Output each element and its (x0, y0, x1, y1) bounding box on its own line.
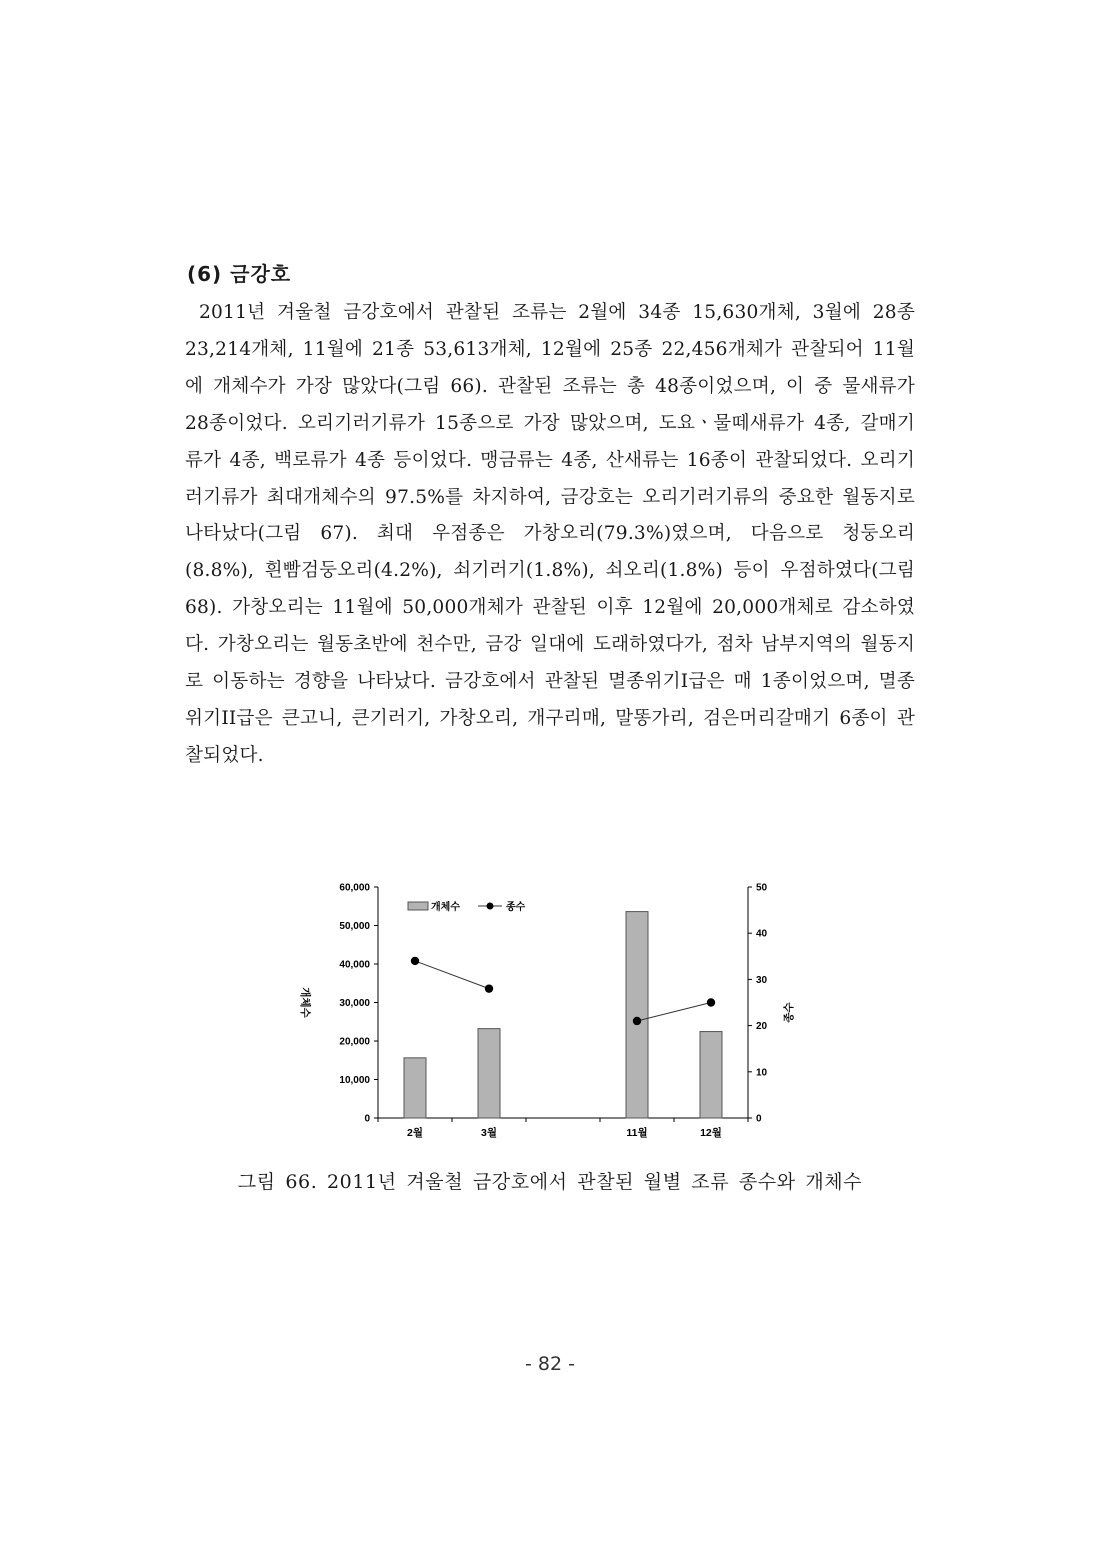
species-line-segment (415, 961, 489, 989)
left-tick-label: 0 (364, 1113, 370, 1125)
x-tick-label: 2월 (407, 1127, 423, 1139)
legend-bar-swatch (408, 902, 428, 910)
species-point-11월 (633, 1017, 641, 1025)
species-point-2월 (411, 957, 419, 965)
legend-line-label: 종수 (506, 902, 526, 913)
bar-12월 (700, 1032, 722, 1118)
combo-chart-svg (280, 872, 820, 1152)
bird-chart (280, 872, 820, 1152)
left-tick-label: 40,000 (339, 959, 370, 971)
section-heading: (6) 금강호 (187, 262, 292, 286)
left-tick-label: 20,000 (339, 1036, 370, 1048)
left-tick-label: 30,000 (339, 998, 370, 1009)
bar-3월 (478, 1029, 500, 1118)
legend-line-marker (487, 903, 494, 910)
page-number: - 82 - (525, 1353, 575, 1375)
left-tick-label: 60,000 (339, 882, 370, 894)
body-paragraph: 2011년 겨울철 금강호에서 관찰된 조류는 2월에 34종 15,630개체, 3월에 28종 23,214개체, 11월에 21종 53,613개체, 12월에 25종 22,456개체가 관찰되어 11월에 개체수가 가장 많았다(그림 66). 관찰된 조류는 총 48종이었으며, 이 중 물새류가 28종이었다. 오리기러기류가 15종으로 가장 많았으며, 도요ㆍ물떼새류가 4종, 갈매기류가 4종, 백로류가 4종 등이었다. 맹금류는 4종, 산새류는 16종이 관찰되었다. 오리기러기류가 최대개체수의 97.5%를 차지하여, 금강호는 오리기러기류의 중요한 월동지로 나타났다(그림 67). 최대 우점종은 가창오리(79.3%)였으며, 다음으로 청둥오리(8.8%), 흰빰검둥오리(4.2%), 쇠기러기(1.8%), 쇠오리(1.8%) 등이 우점하였다(그림 68). 가창오리는 11월에 50,000개체가 관찰된 이후 12월에 20,000개체로 감소하였다. 가창오리는 월동초반에 천수만, 금강 일대에 도래하였다가, 점차 남부지역의 월동지로 이동하는 경향을 나타났다. 금강호에서 관찰된 멸종위기I급은 매 1종이었으며, 멸종위기II급은 큰고니, 큰기러기, 가창오리, 개구리매, 말똥가리, 검은머리갈매기 6종이 관찰되었다. (185, 302, 915, 766)
left-tick-label: 50,000 (339, 921, 370, 932)
figure-caption: 그림 66. 2011년 겨울철 금강호에서 관찰된 월별 조류 종수와 개체수 (237, 1171, 863, 1193)
legend-bar-label: 개체수 (431, 902, 460, 913)
x-tick-label: 3월 (481, 1127, 497, 1139)
right-tick-label: 10 (756, 1067, 768, 1079)
left-tick-label: 10,000 (339, 1075, 370, 1086)
right-tick-label: 40 (756, 928, 768, 940)
right-axis-title: 종수 (783, 1002, 795, 1023)
left-axis-title: 개체수 (299, 987, 311, 1018)
right-tick-label: 20 (756, 1021, 768, 1033)
right-tick-label: 50 (756, 882, 768, 894)
species-point-3월 (485, 984, 493, 992)
x-tick-label: 11월 (626, 1127, 648, 1139)
species-point-12월 (707, 998, 715, 1006)
x-tick-label: 12월 (700, 1127, 722, 1139)
bar-2월 (404, 1058, 426, 1118)
right-tick-label: 30 (756, 974, 768, 986)
bar-11월 (626, 912, 648, 1118)
right-tick-label: 0 (756, 1113, 762, 1125)
